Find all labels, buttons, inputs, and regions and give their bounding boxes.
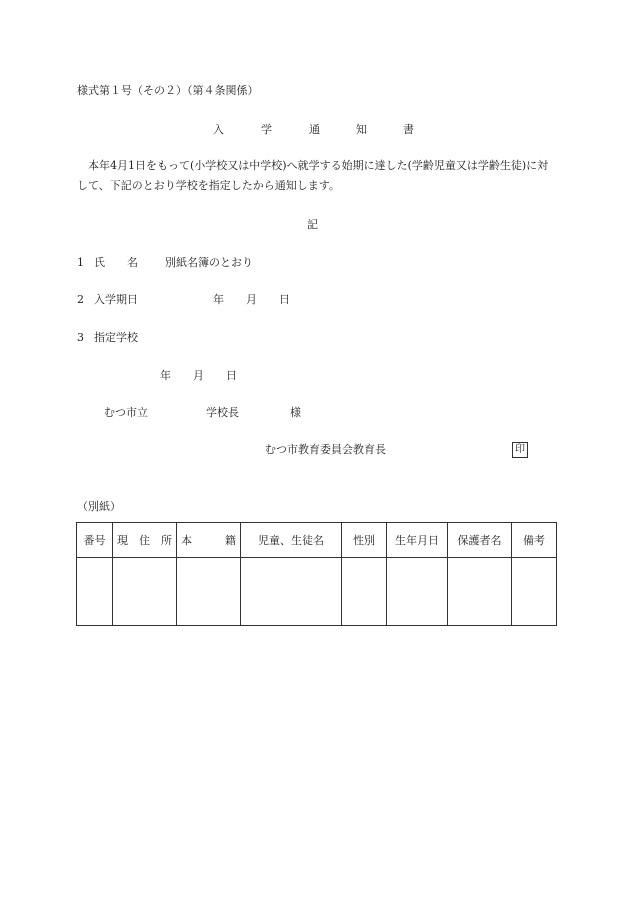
col-header-birthdate: 生年月日 <box>387 523 448 558</box>
addressee-city-school: むつ市立 <box>104 406 148 419</box>
title-char: 通 <box>309 123 320 136</box>
col-header-guardian: 保護者名 <box>448 523 512 558</box>
table-cell <box>177 558 241 626</box>
item-number: 1 <box>77 256 84 269</box>
notice-body: 本年4月1日をもって(小学校又は中学校)へ就学する始期に達した(学齢児童又は学齢生徒)に対して、下記のとおり学校を指定したから通知します。 <box>77 159 549 192</box>
item-number: 3 <box>77 331 84 344</box>
col-header-sex: 性別 <box>342 523 387 558</box>
addressee-principal: 学校長 <box>206 406 239 419</box>
table-cell <box>512 558 557 626</box>
table-cell <box>342 558 387 626</box>
title-char: 学 <box>261 123 272 136</box>
addressee-honorific: 様 <box>290 406 301 419</box>
seal-mark: 印 <box>512 442 528 458</box>
title-char: 書 <box>403 123 414 136</box>
table-cell <box>387 558 448 626</box>
table-cell <box>113 558 177 626</box>
col-header-student-name: 児童、生徒名 <box>241 523 342 558</box>
title-char: 知 <box>356 123 367 136</box>
roster-table <box>76 522 557 626</box>
col-header-number: 番号 <box>77 523 113 558</box>
title-char: 入 <box>213 123 224 136</box>
item-label: 入学期日 <box>94 293 138 306</box>
item-label: 氏 名 <box>94 256 138 269</box>
ki-heading: 記 <box>307 218 318 231</box>
table-cell <box>241 558 342 626</box>
attachment-label: （別紙） <box>77 500 121 513</box>
issue-date: 年 月 日 <box>160 369 237 382</box>
table-row <box>77 558 557 626</box>
item-value: 年 月 日 <box>213 293 290 306</box>
col-header-remarks: 備考 <box>512 523 557 558</box>
item-label: 指定学校 <box>94 331 138 344</box>
table-cell <box>77 558 113 626</box>
col-header-address: 現 住 所 <box>113 523 177 558</box>
table-cell <box>448 558 512 626</box>
item-value: 別紙名簿のとおり <box>165 256 253 269</box>
col-header-domicile: 本 籍 <box>177 523 241 558</box>
table-header-row <box>77 523 557 558</box>
item-number: 2 <box>77 293 84 306</box>
form-number: 様式第１号（その２）（第４条関係） <box>77 84 259 97</box>
sender: むつ市教育委員会教育長 <box>265 443 386 456</box>
